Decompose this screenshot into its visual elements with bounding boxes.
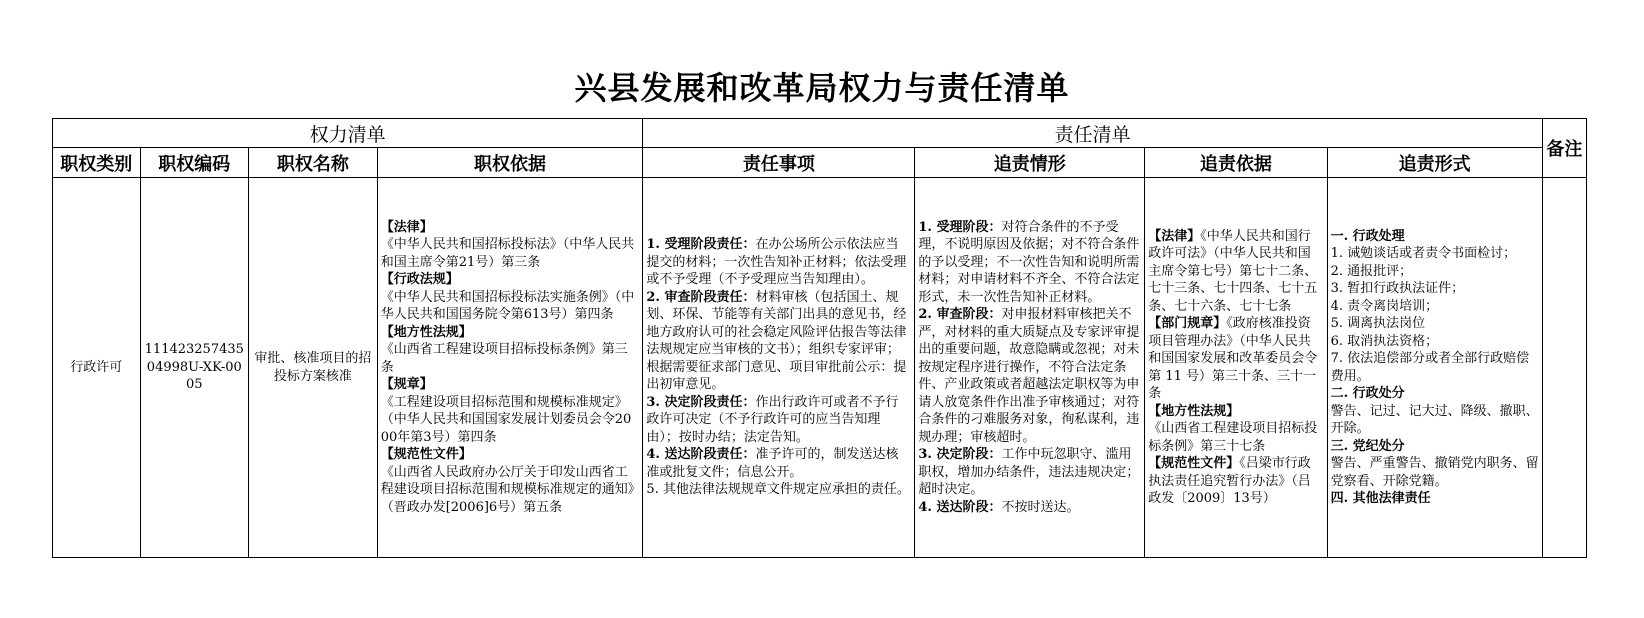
cell-basis — [377, 178, 643, 558]
plain-text: 警告、记过、记大过、降级、撤职、开除。 — [1330, 403, 1539, 436]
text-line — [1148, 420, 1323, 455]
cell-accountability-form — [1327, 178, 1542, 558]
text-line — [381, 289, 640, 324]
column-header-accountability-basis: 追责依据 — [1145, 148, 1327, 178]
plain-text: 作出行政许可或者不予行政许可决定（不予行政许可的应当告知理由）；按时办结；法定告知。 — [646, 394, 899, 445]
text-line — [1331, 315, 1539, 333]
bold-heading: 2. 审查阶段责任： — [646, 289, 756, 305]
bold-heading: 2. 审查阶段： — [918, 307, 1002, 323]
text-line — [1331, 298, 1539, 316]
bold-heading: 【法律】 — [1148, 228, 1201, 244]
bold-heading: 【部门规章】 — [1148, 316, 1227, 331]
text-line — [1331, 245, 1539, 263]
plain-text: 5. 其他法律法规规章文件规定应承担的责任。 — [646, 482, 910, 498]
text-line — [381, 376, 640, 394]
bold-heading: 1. 受理阶段： — [918, 219, 1002, 235]
text-line — [1148, 455, 1323, 508]
text-line — [1331, 455, 1539, 490]
plain-text: 《工程建设项目招标范围和规模标准规定》（中华人民共和国国家发展计划委员会令2000年第3号）第四条 — [380, 394, 632, 445]
cell-code: 11142325743504998U-XK-0005 — [140, 178, 249, 558]
text-line — [381, 324, 640, 342]
text-line — [1331, 263, 1539, 281]
bold-heading: 1. 受理阶段责任： — [646, 237, 756, 253]
remark-header: 备注 — [1542, 119, 1586, 178]
power-list-group-header: 权力清单 — [53, 119, 643, 148]
plain-text: 《政府核准投资项目管理办法》（中华人民共和国国家发展和改革委员会令第 11 号）第三十条、三十一条 — [1148, 316, 1318, 401]
text-line — [1331, 403, 1539, 438]
plain-text: 7. 依法追偿部分或者全部行政赔偿费用。 — [1330, 351, 1530, 384]
bold-heading: 4. 送达阶段责任： — [646, 447, 756, 463]
plain-text: 在办公场所公示依法应当提交的材料；一次性告知补正材料；依法受理或不予受理（不予受理应当告知理由）。 — [646, 237, 907, 288]
bold-heading: 一. 行政处理 — [1330, 228, 1405, 244]
text-line — [646, 289, 911, 394]
plain-text: 1. 诫勉谈话或者责令书面检讨； — [1330, 246, 1517, 261]
responsibility-list-group-header: 责任清单 — [643, 119, 1542, 148]
plain-text: 5. 调离执法岗位 — [1330, 316, 1426, 331]
bold-heading: 4. 送达阶段： — [918, 499, 1002, 515]
text-line — [918, 219, 1141, 307]
text-line — [646, 236, 911, 289]
bold-heading: 3. 决定阶段： — [918, 447, 1002, 463]
plain-text: 《中华人民共和国行政许可法》（中华人民共和国主席令第七号）第七十二条、七十三条、七十四条、七十五条、七十六条、七十七条 — [1148, 228, 1318, 314]
bold-heading: 3. 决定阶段责任： — [646, 394, 756, 410]
plain-text: 对符合条件的不予受理，不说明原因及依据；对不符合条件的予以受理；不一次性告知和说明所需材料；对申请材料不齐全、不符合法定形式，未一次性告知补正材料。 — [918, 219, 1140, 305]
column-header-situations: 追责情形 — [915, 148, 1145, 178]
plain-text: 4. 责令离岗培训； — [1330, 298, 1439, 314]
plain-text: 《中华人民共和国招标投标法》（中华人民共和国主席令第21号）第三条 — [380, 237, 635, 270]
column-header-duties: 责任事项 — [643, 148, 915, 178]
plain-text: 对申报材料审核把关不严，对材料的重大质疑点及专家评审提出的重要问题，故意隐瞒或忽视；对未按规定程序进行操作，不符合法定条件、产业政策或者超越法定职权等为申请人放宽条件作出准予审核通过；对符合条件的刁难服务对象，徇私谋利，违规办理；审核超时。 — [918, 307, 1140, 445]
text-line — [381, 446, 640, 464]
plain-text: 《山西省工程建设项目招标投标条例》第三十七条 — [1148, 421, 1318, 454]
text-line — [1148, 228, 1323, 316]
cell-remark — [1542, 178, 1586, 558]
column-header-name: 职权名称 — [249, 148, 378, 178]
cell-situations — [915, 178, 1145, 558]
text-line — [1331, 333, 1539, 351]
plain-text: 《中华人民共和国招标投标法实施条例》（中华人民共和国国务院令第613号）第四条 — [380, 289, 635, 323]
bold-heading: 四. 其他法律责任 — [1330, 491, 1431, 506]
plain-text: 不按时送达。 — [1001, 499, 1080, 515]
plain-text: 6. 取消执法资格； — [1330, 333, 1439, 349]
column-header-accountability-form: 追责形式 — [1327, 148, 1542, 178]
text-line — [381, 236, 640, 271]
text-line — [381, 341, 640, 376]
plain-text: 警告、严重警告、撤销党内职务、留党察看、开除党籍。 — [1330, 456, 1539, 489]
plain-text: 工作中玩忽职守、滥用职权，增加办结条件，违法违规决定；超时决定。 — [918, 447, 1140, 498]
bold-heading: 【行政法规】 — [380, 272, 459, 288]
bold-heading: 【地方性法规】 — [1148, 403, 1240, 419]
text-line — [646, 394, 911, 447]
bold-heading: 【规范性文件】 — [1148, 456, 1240, 471]
plain-text: 准予许可的，制发送达核准或批复文件；信息公开。 — [646, 447, 899, 480]
text-line — [646, 481, 911, 499]
text-line — [381, 219, 640, 237]
column-header-category: 职权类别 — [53, 148, 141, 178]
power-responsibility-table — [52, 118, 1587, 558]
text-line — [1331, 350, 1539, 385]
plain-text: 《山西省人民政府办公厅关于印发山西省工程建设项目招标范围和规模标准规定的通知》（晋政办发[2006]6号）第五条 — [380, 464, 635, 515]
page-title: 兴县发展和改革局权力与责任清单 — [574, 69, 1070, 107]
cell-accountability-basis — [1145, 178, 1327, 558]
text-line — [918, 306, 1141, 446]
text-line — [1331, 280, 1539, 298]
text-line — [1331, 385, 1539, 403]
text-line — [381, 271, 640, 289]
plain-text: 《山西省工程建设项目招标投标条例》第三条 — [380, 342, 628, 375]
text-line — [646, 446, 911, 481]
text-line — [1331, 490, 1539, 508]
text-line — [1148, 315, 1323, 403]
column-header-basis: 职权依据 — [377, 148, 643, 178]
cell-name: 审批、核准项目的招投标方案核准 — [249, 178, 378, 558]
plain-text: 材料审核（包括国土、规划、环保、节能等有关部门出具的意见书，经地方政府认可的社会稳定风险评估报告等法律法规规定应当审核的文书）；组织专家评审；根据需要征求部门意见、项目审批前公示：提出初审意见。 — [646, 289, 907, 393]
bold-heading: 【规范性文件】 — [380, 447, 472, 463]
text-line — [381, 394, 640, 447]
plain-text: 3. 暂扣行政执法证件； — [1330, 281, 1465, 296]
plain-text: 2. 通报批评； — [1330, 263, 1413, 279]
text-line — [918, 499, 1141, 517]
text-line — [1331, 228, 1539, 246]
bold-heading: 【规章】 — [380, 377, 433, 393]
text-line — [1331, 438, 1539, 456]
text-line — [381, 464, 640, 517]
bold-heading: 三. 党纪处分 — [1330, 438, 1405, 454]
bold-heading: 二. 行政处分 — [1330, 386, 1405, 401]
bold-heading: 【法律】 — [380, 219, 433, 235]
column-header-code: 职权编码 — [140, 148, 249, 178]
bold-heading: 【地方性法规】 — [380, 324, 472, 340]
text-line — [918, 446, 1141, 499]
text-line — [1148, 403, 1323, 421]
cell-category: 行政许可 — [53, 178, 141, 558]
cell-duties — [643, 178, 915, 558]
plain-text: 《吕梁市行政执法责任追究暂行办法》（吕政发〔2009〕13号） — [1148, 456, 1311, 506]
